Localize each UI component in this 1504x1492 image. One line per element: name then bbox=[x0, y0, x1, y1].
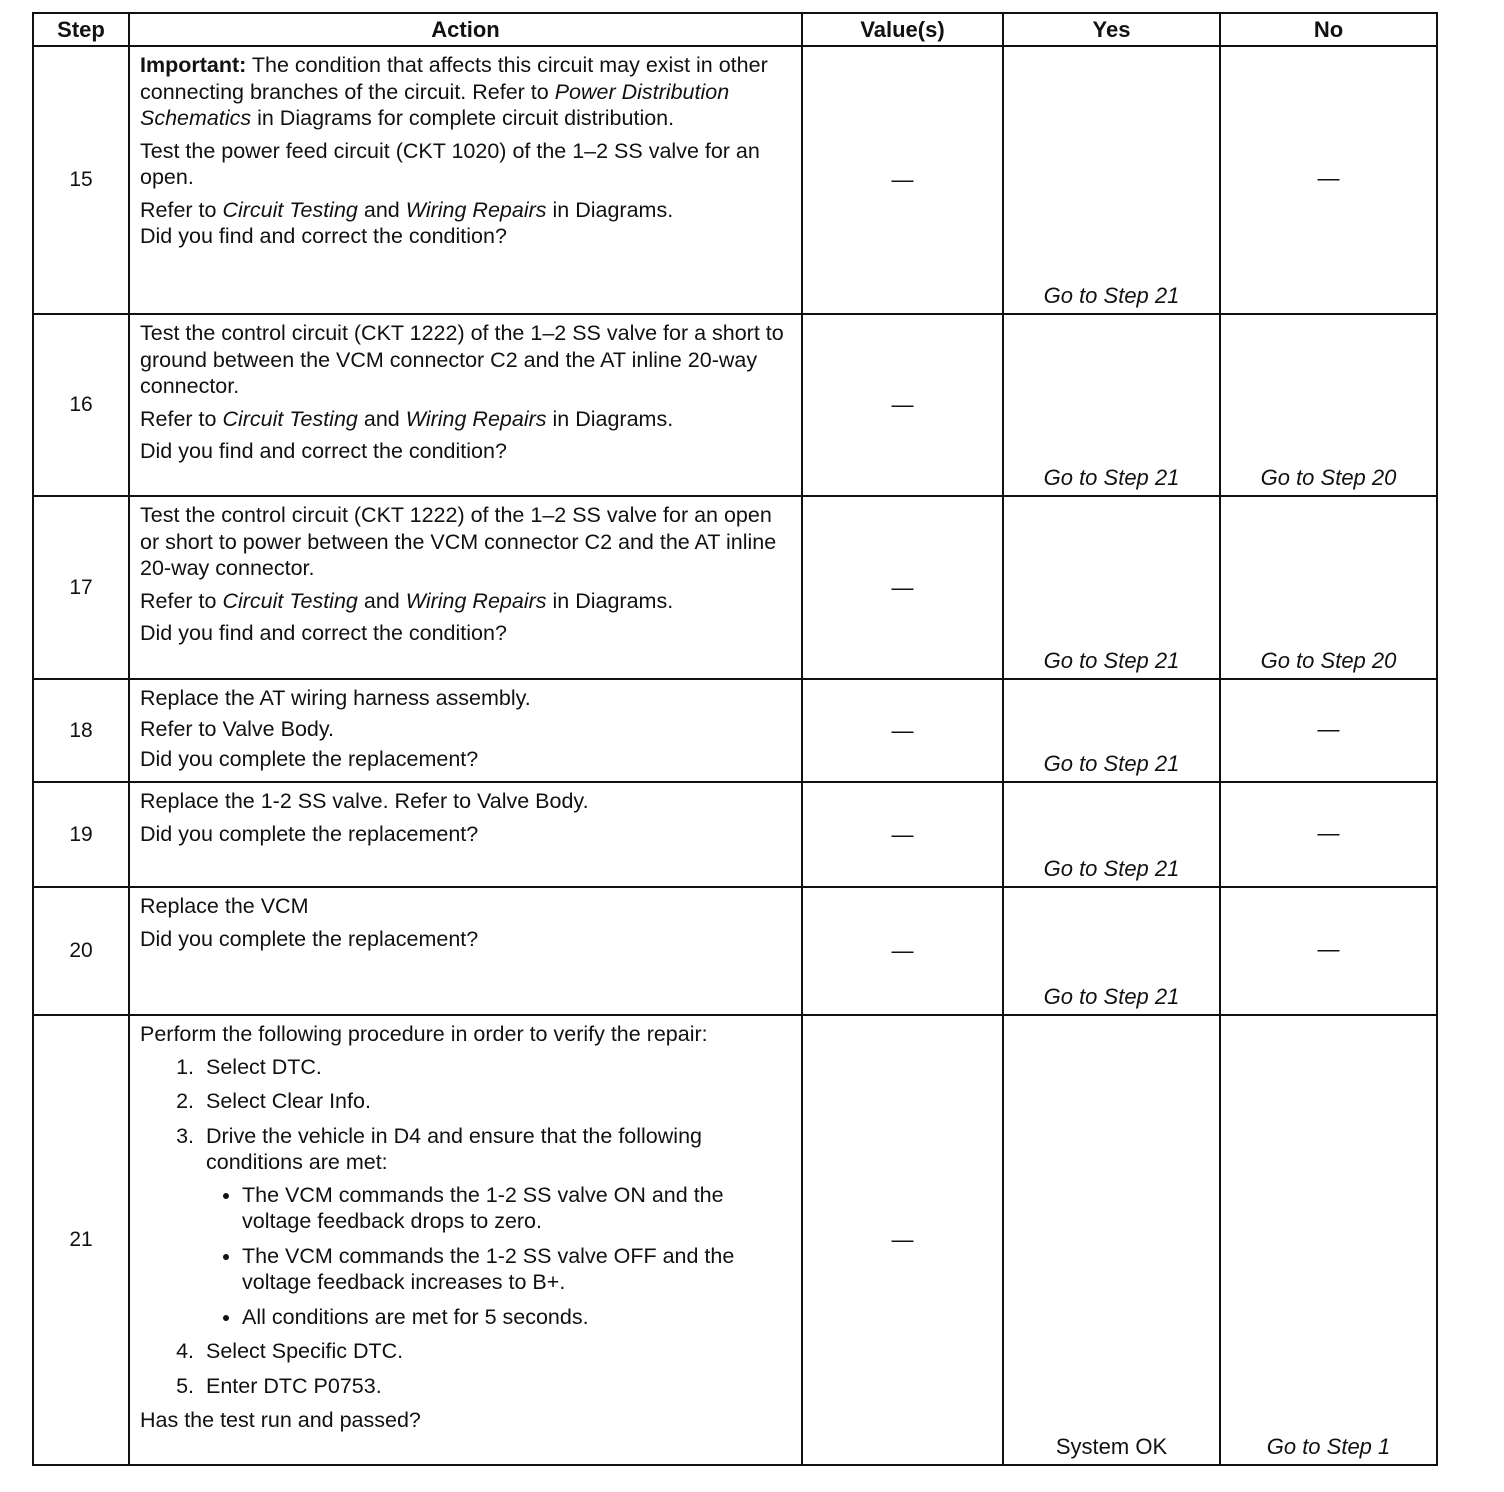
procedure-step: 4. Select Specific DTC. bbox=[200, 1338, 793, 1365]
value-cell: — bbox=[802, 887, 1003, 1015]
refer-wiring-repairs: Wiring Repairs bbox=[405, 406, 547, 431]
procedure-step: 1. Select DTC. bbox=[200, 1054, 793, 1081]
conditions-list bbox=[206, 1182, 793, 1331]
condition-item: • The VCM commands the 1-2 SS valve OFF and the voltage feedback increases to B+. bbox=[242, 1243, 793, 1296]
important-label: Important: bbox=[140, 53, 247, 77]
important-note bbox=[140, 52, 793, 132]
action-text: Replace the 1-2 SS valve. Refer to Valve Body. bbox=[140, 789, 589, 813]
yes-cell bbox=[1003, 679, 1220, 782]
question-text: Did you complete the replacement? bbox=[140, 821, 479, 846]
condition-item: • The VCM commands the 1-2 SS valve ON and the voltage feedback drops to zero. bbox=[242, 1182, 793, 1235]
yes-result: Go to Step 21 bbox=[1043, 465, 1180, 490]
refer-text bbox=[140, 197, 793, 224]
condition-item: • All conditions are met for 5 seconds. bbox=[242, 1304, 793, 1331]
step-number: 21 bbox=[33, 1015, 129, 1465]
yes-result: Go to Step 21 bbox=[1043, 648, 1180, 673]
header-step: Step bbox=[33, 13, 129, 46]
action-cell bbox=[129, 782, 802, 887]
no-result: Go to Step 20 bbox=[1260, 648, 1397, 673]
refer-text bbox=[140, 588, 793, 615]
header-yes: Yes bbox=[1003, 13, 1220, 46]
yes-cell bbox=[1003, 887, 1220, 1015]
table-row bbox=[33, 314, 1437, 496]
table-row bbox=[33, 887, 1437, 1015]
no-cell bbox=[1220, 1015, 1437, 1465]
table-row bbox=[33, 679, 1437, 782]
question-text: Did you find and correct the condition? bbox=[140, 224, 507, 248]
yes-cell bbox=[1003, 46, 1220, 314]
no-cell bbox=[1220, 679, 1437, 782]
header-action: Action bbox=[129, 13, 802, 46]
procedure-list bbox=[140, 1054, 793, 1400]
no-result: — bbox=[1317, 820, 1340, 846]
action-cell bbox=[129, 1015, 802, 1465]
procedure-step bbox=[200, 1123, 793, 1331]
action-text: Test the control circuit (CKT 1222) of the 1–2 SS valve for a short to ground between the VCM connector C2 and the AT inline 20-way connector. bbox=[140, 321, 784, 398]
refer-wiring-repairs: Wiring Repairs bbox=[405, 197, 547, 222]
question-text: Did you complete the replacement? bbox=[140, 747, 479, 771]
no-result: — bbox=[1317, 716, 1340, 742]
no-result: — bbox=[1317, 936, 1340, 962]
step-number: 20 bbox=[33, 887, 129, 1015]
value-cell: — bbox=[802, 782, 1003, 887]
refer-wiring-repairs: Wiring Repairs bbox=[405, 588, 547, 613]
step-number: 15 bbox=[33, 46, 129, 314]
action-text: Replace the VCM bbox=[140, 894, 309, 918]
refer-suffix: in Diagrams. bbox=[546, 197, 674, 222]
no-cell bbox=[1220, 314, 1437, 496]
step-number: 17 bbox=[33, 496, 129, 679]
question-text: Did you complete the replacement? bbox=[140, 926, 479, 951]
table-row bbox=[33, 782, 1437, 887]
procedure-intro: Perform the following procedure in order to verify the repair: bbox=[140, 1022, 708, 1046]
header-values: Value(s) bbox=[802, 13, 1003, 46]
value-cell: — bbox=[802, 679, 1003, 782]
action-cell bbox=[129, 679, 802, 782]
refer-prefix: Refer to bbox=[140, 406, 223, 431]
action-text: Replace the AT wiring harness assembly. bbox=[140, 686, 531, 710]
yes-cell bbox=[1003, 1015, 1220, 1465]
refer-and: and bbox=[357, 406, 406, 431]
note-reference: Power Distribution Schematics bbox=[140, 79, 730, 130]
procedure-step-text: Drive the vehicle in D4 and ensure that the following conditions are met: bbox=[206, 1123, 702, 1174]
header-row bbox=[33, 13, 1437, 46]
yes-cell bbox=[1003, 314, 1220, 496]
yes-result: System OK bbox=[1055, 1434, 1168, 1459]
note-text: The condition that affects this circuit may exist in other connecting branches of the circuit. Refer to bbox=[140, 53, 768, 104]
procedure-step: 2. Select Clear Info. bbox=[200, 1088, 793, 1115]
action-text: Test the power feed circuit (CKT 1020) of the 1–2 SS valve for an open. bbox=[140, 138, 760, 189]
refer-circuit-testing: Circuit Testing bbox=[222, 588, 358, 613]
action-text: Test the control circuit (CKT 1222) of the 1–2 SS valve for an open or short to power between the VCM connector C2 and the AT inline 20-way connector. bbox=[140, 503, 777, 580]
no-cell bbox=[1220, 887, 1437, 1015]
question-text: Did you find and correct the condition? bbox=[140, 621, 507, 645]
refer-text: Refer to Valve Body. bbox=[140, 716, 334, 741]
yes-cell bbox=[1003, 782, 1220, 887]
question-text: Did you find and correct the condition? bbox=[140, 439, 507, 463]
action-cell bbox=[129, 887, 802, 1015]
step-number: 16 bbox=[33, 314, 129, 496]
refer-circuit-testing: Circuit Testing bbox=[222, 197, 358, 222]
value-cell: — bbox=[802, 46, 1003, 314]
action-cell bbox=[129, 46, 802, 314]
action-cell bbox=[129, 496, 802, 679]
procedure-step: 5. Enter DTC P0753. bbox=[200, 1373, 793, 1400]
yes-result: Go to Step 21 bbox=[1043, 984, 1180, 1009]
table-row bbox=[33, 496, 1437, 679]
refer-and: and bbox=[357, 588, 406, 613]
yes-result: Go to Step 21 bbox=[1043, 856, 1180, 881]
refer-circuit-testing: Circuit Testing bbox=[222, 406, 358, 431]
no-cell bbox=[1220, 782, 1437, 887]
refer-prefix: Refer to bbox=[140, 588, 223, 613]
refer-suffix: in Diagrams. bbox=[546, 588, 674, 613]
refer-suffix: in Diagrams. bbox=[546, 406, 674, 431]
refer-and: and bbox=[357, 197, 406, 222]
value-cell: — bbox=[802, 314, 1003, 496]
no-result: Go to Step 20 bbox=[1260, 465, 1397, 490]
table-row bbox=[33, 1015, 1437, 1465]
diagnostic-table bbox=[32, 12, 1438, 1466]
action-cell bbox=[129, 314, 802, 496]
note-text: in Diagrams for complete circuit distribution. bbox=[251, 106, 675, 130]
yes-result: Go to Step 21 bbox=[1043, 283, 1180, 308]
yes-cell bbox=[1003, 496, 1220, 679]
value-cell: — bbox=[802, 1015, 1003, 1465]
no-result: Go to Step 1 bbox=[1266, 1434, 1391, 1459]
no-cell bbox=[1220, 496, 1437, 679]
yes-result: Go to Step 21 bbox=[1043, 751, 1180, 776]
step-number: 19 bbox=[33, 782, 129, 887]
table-row bbox=[33, 46, 1437, 314]
refer-prefix: Refer to bbox=[140, 197, 223, 222]
step-number: 18 bbox=[33, 679, 129, 782]
no-result: — bbox=[1317, 165, 1340, 191]
header-no: No bbox=[1220, 13, 1437, 46]
value-cell: — bbox=[802, 496, 1003, 679]
no-cell bbox=[1220, 46, 1437, 314]
question-text: Has the test run and passed? bbox=[140, 1408, 421, 1432]
refer-text bbox=[140, 406, 793, 433]
